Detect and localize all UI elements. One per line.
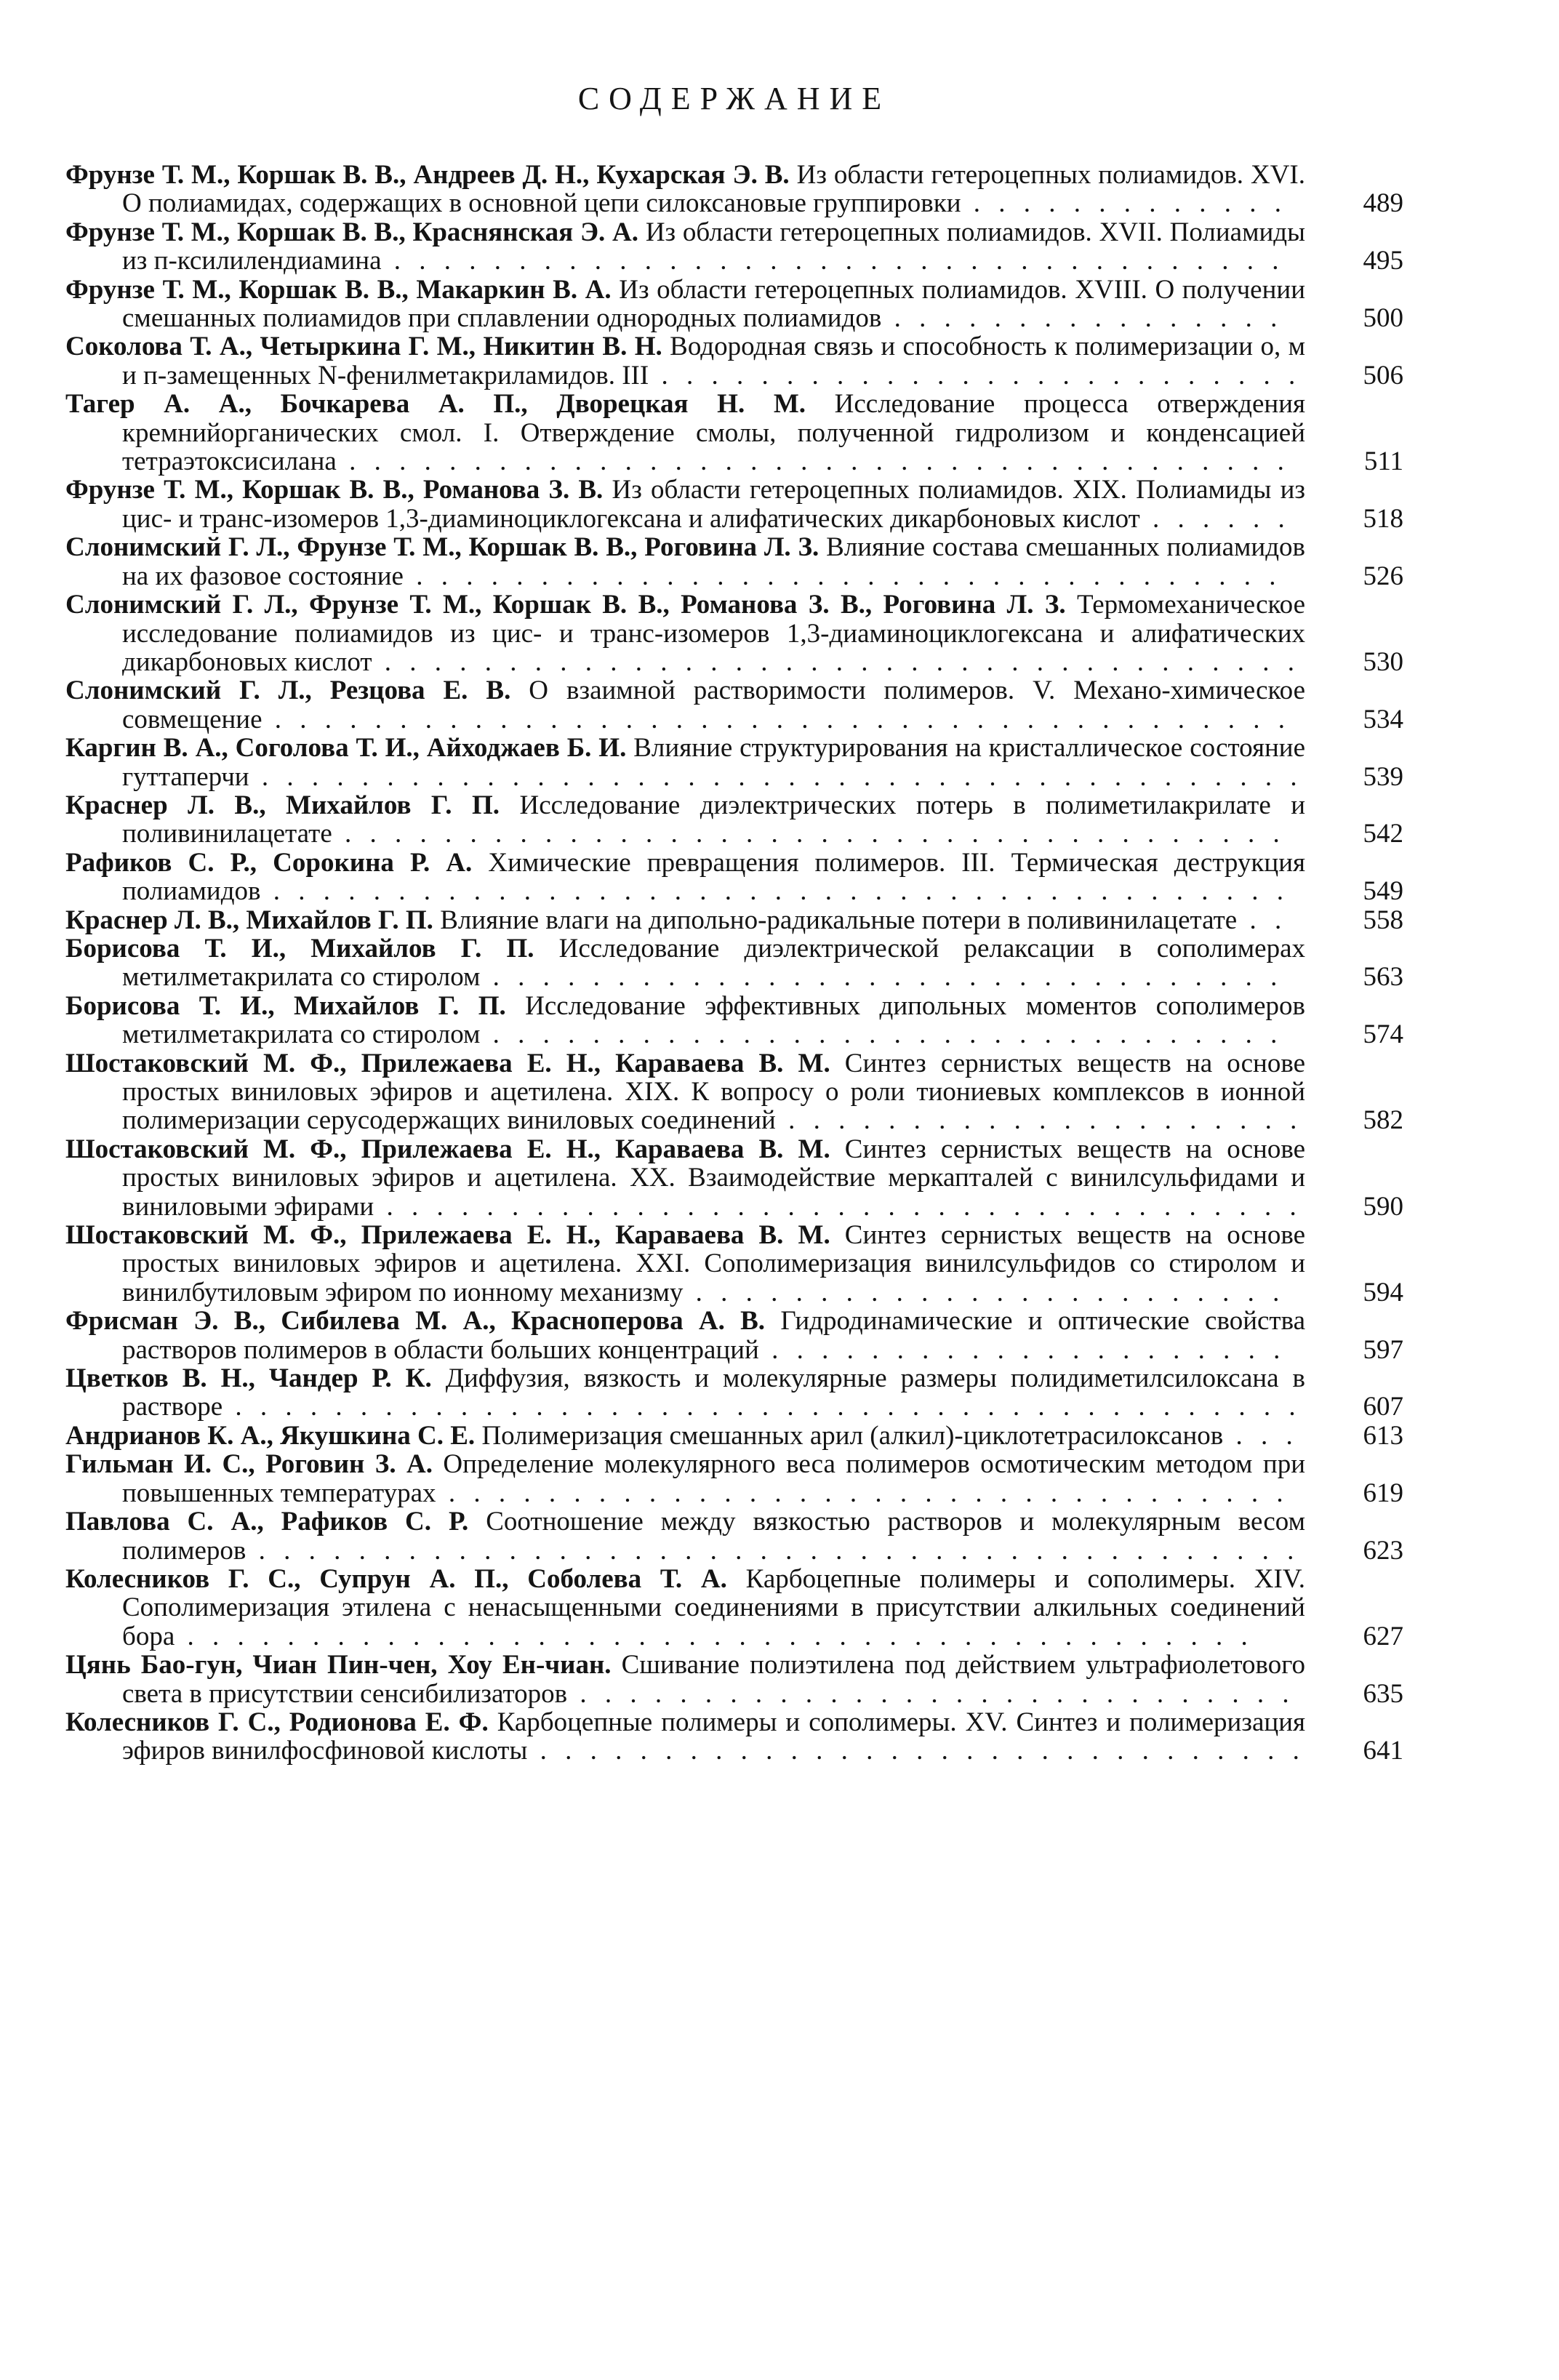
entry-page-number: 582 xyxy=(1363,1105,1403,1136)
toc-entry xyxy=(65,1507,1403,1565)
entry-title: Из области гетероцепных полиамидов. XVI. О полиамидах, содержащих в основной цепи силоксановые группировки xyxy=(122,160,1305,219)
leader-dots: . . . . . . . . . . . . . . . . . . . . . . . . . . . . . . . . . . . . . . . . . . xyxy=(249,761,1303,792)
leader-dots: . . . . . . . . . . . . . . . . . . . . . . . . . . . . . . . xyxy=(527,1736,1305,1766)
entry-page-number: 574 xyxy=(1363,1019,1403,1050)
toc-entry xyxy=(65,1450,1403,1507)
entry-page-number: 613 xyxy=(1363,1420,1403,1451)
entry-title: Из области гетероцепных полиамидов. XVIII. О получении смешанных полиамидов при сплавлении однородных полиамидов xyxy=(122,274,1306,334)
entry-title: Исследование процесса отверждения кремнийорганических смол. I. Отверждение смолы, полученной гидролизом и конденсацией тетраэтоксисилана xyxy=(122,389,1306,477)
entry-title: Влияние структурирования на кристаллическое состояние гуттаперчи xyxy=(122,733,1306,792)
entry-title: Исследование эффективных дипольных моментов сополимеров метилметакрилата со стиролом xyxy=(122,990,1305,1050)
entry-authors: Фрунзе Т. М., Коршак В. В., Краснянская Э. А. xyxy=(65,217,639,247)
leader-dots: . . . . . . . . . . . . . . . . . . . . . . . . . . . . . . . . . . . . . . xyxy=(336,446,1290,477)
entry-authors: Цянь Бао-гун, Чиан Пин-чен, Хоу Ен-чиан. xyxy=(65,1650,612,1680)
entry-authors: Слонимский Г. Л., Резцова Е. В. xyxy=(65,676,511,706)
entry-title: Химические превращения полимеров. III. Термическая деструкция полиамидов xyxy=(122,847,1306,907)
toc-entry xyxy=(65,1307,1403,1364)
toc-entry xyxy=(65,934,1403,992)
leader-dots: . . . . . . . . . . . . . . . . . . . . . . . . . . . . . . . . xyxy=(480,962,1283,993)
entry-title: Карбоцепные полимеры и сополимеры. XV. Синтез и полимеризация эфиров винилфосфиновой кислоты xyxy=(122,1707,1306,1766)
entry-authors: Шостаковский М. Ф., Прилежаева Е. Н., Караваева В. М. xyxy=(65,1134,830,1164)
entry-authors: Колесников Г. С., Родионова Е. Ф. xyxy=(65,1707,489,1737)
entry-title: Синтез сернистых веществ на основе простых виниловых эфиров и ацетилена. XX. Взаимодействие меркапталей с винилсульфидами и виниловыми эфирами xyxy=(122,1134,1306,1222)
entry-page-number: 530 xyxy=(1363,646,1403,677)
entry-title: Диффузия, вязкость и молекулярные размеры полидиметилсилоксана в растворе xyxy=(122,1363,1306,1422)
toc-entry xyxy=(65,590,1403,676)
entry-title: Из области гетероцепных полиамидов. XIX. Полиамиды из цис- и транс-изомеров 1,3-диаминоциклогексана и алифатических дикарбоновых кислот xyxy=(122,475,1305,534)
entry-authors: Слонимский Г. Л., Фрунзе Т. М., Коршак В. В., Роговина Л. З. xyxy=(65,532,819,563)
entry-page-number: 511 xyxy=(1363,446,1403,477)
entry-authors: Тагер А. А., Бочкарева А. П., Дворецкая Н. М. xyxy=(65,389,806,420)
entry-authors: Борисова Т. И., Михайлов Г. П. xyxy=(65,990,506,1021)
leader-dots: . . . . . . . . . . . . . . . . . . . . . . . . . . . . . . . . . . . . . xyxy=(372,646,1301,677)
entry-title: Сшивание полиэтилена под действием ультрафиолетового света в присутствии сенсибилизаторов xyxy=(122,1650,1306,1709)
entry-title: Термомеханическое исследование полиамидов из цис- и транс-изомеров 1,3-диаминоциклогексана и алифатических дикарбоновых кислот xyxy=(122,590,1306,677)
entry-page-number: 500 xyxy=(1363,303,1403,334)
entry-page-number: 635 xyxy=(1363,1678,1403,1709)
entry-page-number: 607 xyxy=(1363,1392,1403,1422)
entry-page-number: 549 xyxy=(1363,876,1403,907)
entry-title: Влияние состава смешанных полиамидов на их фазовое состояние xyxy=(122,532,1306,591)
entry-page-number: 597 xyxy=(1363,1334,1403,1365)
leader-dots: . . . xyxy=(1223,1420,1299,1451)
entry-page-number: 534 xyxy=(1363,704,1403,734)
entry-page-number: 590 xyxy=(1363,1191,1403,1222)
entry-page-number: 623 xyxy=(1363,1535,1403,1566)
entry-authors: Шостаковский М. Ф., Прилежаева Е. Н., Караваева В. М. xyxy=(65,1220,830,1251)
leader-dots: . . . . . . . . . . . . . . . . . . . . . . . . . . . . . . . . . . . . . . . . . . . xyxy=(175,1621,1254,1651)
toc-entry xyxy=(65,1135,1403,1221)
entry-page-number: 539 xyxy=(1363,761,1403,792)
leader-dots: . . . . . . . . . . . . . . . . . . . . . . . . . . . . . . . . . . . xyxy=(403,561,1282,591)
leader-dots: . . . . . . . . . . . . . . . . . . . . . . . . . . . . . . . . xyxy=(480,1019,1283,1050)
toc-entry xyxy=(65,1708,1403,1766)
entry-title: Исследование диэлектрических потерь в полиметилакрилате и поливинилацетате xyxy=(122,790,1306,849)
entry-authors: Борисова Т. И., Михайлов Г. П. xyxy=(65,933,534,963)
leader-dots: . . . . . . . . . . . . . . . . . . . . . . . . . . . . . . . . . . . . xyxy=(381,246,1285,276)
entry-title: Определение молекулярного веса полимеров осмотическим методом при повышенных температурах xyxy=(122,1449,1305,1508)
entry-authors: Цветков В. Н., Чандер Р. К. xyxy=(65,1363,432,1394)
toc-entry xyxy=(65,332,1403,390)
toc-entry xyxy=(65,992,1403,1049)
toc-entry xyxy=(65,476,1403,533)
entry-authors: Фрунзе Т. М., Коршак В. В., Андреев Д. Н., Кухарская Э. В. xyxy=(65,160,790,190)
toc-entry xyxy=(65,533,1403,590)
leader-dots: . . . . . . . . . . . . . . . . . . . . . . . . . . . . . . . . . . . . . . . . . . xyxy=(246,1535,1300,1566)
entry-page-number: 518 xyxy=(1363,503,1403,534)
leader-dots: . . . . . . xyxy=(1139,503,1291,534)
contents-page xyxy=(65,80,1403,1766)
leader-dots: . . . . . . . . . . . . . . . . . . . . . . . . . . . . . . . . . . . . . . . . . xyxy=(262,704,1291,734)
toc-entry xyxy=(65,734,1403,791)
leader-dots: . . . . . . . . . . . . . . . . . . . . . . . . . . . . . xyxy=(567,1678,1295,1709)
entry-authors: Каргин В. А., Соголова Т. И., Айходжаев Б. И. xyxy=(65,733,627,764)
entry-page-number: 641 xyxy=(1363,1736,1403,1766)
entry-page-number: 619 xyxy=(1363,1478,1403,1508)
entry-title: Из области гетероцепных полиамидов. XVII. Полиамиды из п-ксилилендиамина xyxy=(122,217,1305,276)
entry-authors: Краснер Л. В., Михайлов Г. П. xyxy=(65,905,433,935)
entry-authors: Фрунзе Т. М., Коршак В. В., Макаркин В. А. xyxy=(65,274,612,305)
leader-dots: . . . . . . . . . . . . . . . . . . . . . . . . . . . . . . . . . . . . . xyxy=(374,1191,1302,1222)
leader-dots: . . . . . . . . . . . . . . . . . . . . . . . . . . . . . . . . . . . . . . xyxy=(332,819,1286,849)
entry-title: Карбоцепные полимеры и сополимеры. XIV. Сополимеризация этилена с ненасыщенными соединениями в присутствии алкильных соединений бора xyxy=(122,1563,1306,1651)
toc-entry xyxy=(65,276,1403,333)
toc-entry xyxy=(65,218,1403,276)
table-of-contents xyxy=(65,161,1403,1766)
entry-authors: Фрунзе Т. М., Коршак В. В., Романова З. В. xyxy=(65,475,604,505)
toc-entry xyxy=(65,906,1403,934)
toc-entry xyxy=(65,849,1403,906)
toc-entry xyxy=(65,1422,1403,1450)
entry-title: Синтез сернистых веществ на основе простых виниловых эфиров и ацетилена. XIX. К вопросу о роли тиониевых комплексов в ионной полимеризации серусодержащих виниловых соединений xyxy=(122,1048,1306,1136)
entry-authors: Слонимский Г. Л., Фрунзе Т. М., Коршак В. В., Романова З. В., Роговина Л. З. xyxy=(65,590,1066,620)
entry-page-number: 495 xyxy=(1363,246,1403,276)
leader-dots: . . . . . . . . . . . . . . . . . . . . . . . . . . . . . . . . . . . . . . . . . . . xyxy=(223,1392,1302,1422)
leader-dots: . . . . . . . . . . . . . . . . . . . . . . . . . . . . . . . . . . . . . . . . . xyxy=(260,876,1290,907)
leader-dots: . . . . . . . . . . . . . . . . . . . . . . . . . . xyxy=(649,360,1302,390)
entry-page-number: 558 xyxy=(1363,905,1403,935)
entry-page-number: 563 xyxy=(1363,962,1403,993)
entry-title: Полимеризация смешанных арил (алкил)-циклотетрасилоксанов xyxy=(481,1420,1224,1451)
entry-authors: Гильман И. С., Роговин З. А. xyxy=(65,1449,433,1480)
entry-authors: Рафиков С. Р., Сорокина Р. А. xyxy=(65,847,473,878)
entry-title: Исследование диэлектрической релаксации в сополимерах метилметакрилата со стиролом xyxy=(122,933,1305,993)
leader-dots: . . . . . . . . . . . . . xyxy=(961,188,1288,219)
entry-page-number: 526 xyxy=(1363,561,1403,591)
entry-authors: Колесников Г. С., Супрун А. П., Соболева Т. А. xyxy=(65,1563,727,1594)
leader-dots: . . . . . . . . . . . . . . . . . . . . . xyxy=(775,1105,1303,1136)
entry-title: Водородная связь и способность к полимеризации о, м и п-замещенных N-фенилметакриламидов. III xyxy=(122,332,1306,390)
entry-authors: Краснер Л. В., Михайлов Г. П. xyxy=(65,790,500,820)
entry-page-number: 627 xyxy=(1363,1621,1403,1651)
toc-entry xyxy=(65,161,1403,218)
entry-title: Гидродинамические и оптические свойства растворов полимеров в области больших концентраций xyxy=(122,1306,1305,1365)
leader-dots: . . xyxy=(1237,905,1288,935)
entry-title: О взаимной растворимости полимеров. V. Механо-химическое совмещение xyxy=(122,676,1306,734)
entry-title: Влияние влаги на дипольно-радикальные потери в поливинилацетате xyxy=(440,905,1238,935)
toc-entry xyxy=(65,1049,1403,1135)
entry-authors: Андрианов К. А., Якушкина С. Е. xyxy=(65,1420,476,1451)
leader-dots: . . . . . . . . . . . . . . . . . . . . . . . . xyxy=(683,1277,1286,1307)
entry-page-number: 594 xyxy=(1363,1277,1403,1307)
leader-dots: . . . . . . . . . . . . . . . . xyxy=(881,303,1283,334)
entry-title: Синтез сернистых веществ на основе простых виниловых эфиров и ацетилена. XXI. Сополимеризация винилсульфидов со стиролом и винилбутиловым эфиром по ионному механизму xyxy=(122,1220,1306,1307)
entry-authors: Фрисман Э. В., Сибилева М. А., Красноперова А. В. xyxy=(65,1306,766,1337)
leader-dots: . . . . . . . . . . . . . . . . . . . . . xyxy=(758,1334,1286,1365)
toc-entry xyxy=(65,1565,1403,1651)
toc-entry xyxy=(65,676,1403,734)
entry-authors: Павлова С. А., Рафиков С. Р. xyxy=(65,1507,469,1537)
entry-page-number: 489 xyxy=(1363,188,1403,219)
page-title: СОДЕРЖАНИЕ xyxy=(577,81,891,116)
toc-entry xyxy=(65,1364,1403,1422)
toc-entry xyxy=(65,390,1403,476)
entry-title: Соотношение между вязкостью растворов и молекулярным весом полимеров xyxy=(122,1507,1306,1566)
entry-authors: Соколова Т. А., Четыркина Г. М., Никитин В. Н. xyxy=(65,332,662,362)
entry-page-number: 542 xyxy=(1363,819,1403,849)
entry-page-number: 506 xyxy=(1363,360,1403,390)
leader-dots: . . . . . . . . . . . . . . . . . . . . . . . . . . . . . . . . . . xyxy=(436,1478,1289,1508)
toc-entry xyxy=(65,1651,1403,1708)
toc-entry xyxy=(65,791,1403,849)
toc-entry xyxy=(65,1221,1403,1307)
entry-authors: Шостаковский М. Ф., Прилежаева Е. Н., Караваева В. М. xyxy=(65,1048,830,1078)
